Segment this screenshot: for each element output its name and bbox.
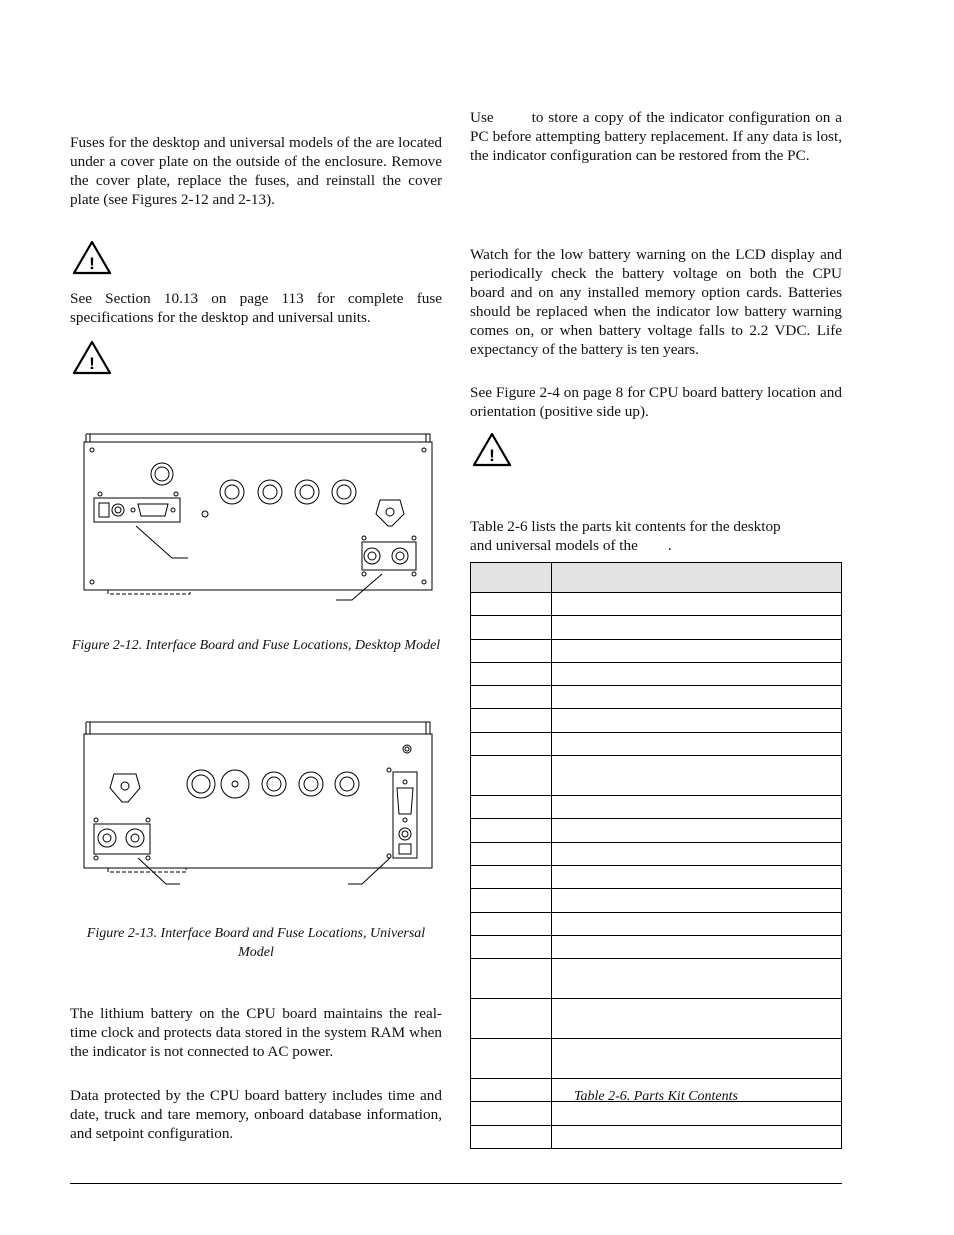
table-row [471, 865, 842, 888]
table-cell [471, 912, 552, 935]
table-cell [552, 912, 842, 935]
fuse-spec-paragraph: See Section 10.13 on page 113 for complete fuse specifications for the desktop and universal units. [70, 290, 442, 326]
table-row [471, 796, 842, 819]
table-cell [552, 842, 842, 865]
table-cell [471, 616, 552, 639]
table-cell [471, 686, 552, 709]
table-row [471, 959, 842, 999]
low-battery-paragraph: Watch for the low battery warning on the LCD display and periodically check the battery voltage on both the CPU board and on any installed memory option cards. Batteries should be replaced when the indicator low battery warning comes on, or when battery voltage falls to 2.2 VDC. Life expectancy of the battery is ten years. [470, 246, 842, 358]
warning-triangle-icon [472, 432, 512, 468]
table-row [471, 616, 842, 639]
table-row [471, 662, 842, 685]
table-row [471, 935, 842, 958]
table-row [471, 593, 842, 616]
table-row [471, 756, 842, 796]
table-cell [471, 709, 552, 732]
warning-triangle-icon [72, 340, 112, 376]
table-cell [471, 662, 552, 685]
table-cell [471, 935, 552, 958]
table-cell [552, 959, 842, 999]
table-cell [471, 819, 552, 842]
parts-kit-table [470, 562, 842, 1149]
table-row [471, 1039, 842, 1079]
table-cell [471, 959, 552, 999]
table-row [471, 732, 842, 755]
battery-paragraph: The lithium battery on the CPU board maintains the real-time clock and protects data stored in the system RAM when the indicator is not connected to AC power. [70, 1005, 442, 1060]
table-cell [552, 709, 842, 732]
table-cell [471, 1125, 552, 1148]
table-cell [552, 593, 842, 616]
table-row [471, 912, 842, 935]
table-cell [471, 865, 552, 888]
table-cell [552, 662, 842, 685]
footer-rule [70, 1183, 842, 1184]
figure-13-caption: Figure 2-13. Interface Board and Fuse Locations, Universal Model [86, 926, 426, 960]
table-cell [552, 732, 842, 755]
table-intro-line-2: and universal models of the . [470, 537, 672, 554]
table-cell [471, 1039, 552, 1079]
table-row [471, 639, 842, 662]
table-cell [552, 865, 842, 888]
table-cell [552, 686, 842, 709]
table-header-row [471, 563, 842, 593]
table-cell [552, 756, 842, 796]
battery-data-paragraph: Data protected by the CPU board battery includes time and date, truck and tare memory, onboard database information, and setpoint configuration. [70, 1087, 442, 1142]
figure-12-caption: Figure 2-12. Interface Board and Fuse Locations, Desktop Model [71, 638, 441, 653]
table-header-cell [471, 563, 552, 593]
svg-text:!: ! [489, 446, 495, 465]
table-header-cell [552, 563, 842, 593]
svg-text:!: ! [89, 254, 95, 273]
table-cell [552, 819, 842, 842]
universal-enclosure-drawing [80, 718, 436, 890]
desktop-enclosure-drawing [80, 430, 436, 610]
table-cell [471, 999, 552, 1039]
table-row [471, 709, 842, 732]
use-paragraph-rest: to store a copy of the indicator configuration on a PC before attempting battery replacement. If any data is lost, the indicator configuration can be restored from the PC. [470, 109, 842, 164]
table-cell [552, 999, 842, 1039]
use-word: Use [470, 109, 494, 126]
svg-text:!: ! [89, 354, 95, 373]
fuse-paragraph: Fuses for the desktop and universal models of the are located under a cover plate on the outside of the enclosure. Remove the cover plate, replace the fuses, and reinstall the cover plate (see Figures 2-12 and 2-13). [70, 134, 442, 208]
table-intro-line-1: Table 2-6 lists the parts kit contents for the desktop [470, 518, 781, 535]
table-cell [471, 796, 552, 819]
table-cell [552, 1039, 842, 1079]
table-row [471, 842, 842, 865]
table-intro-paragraph [470, 517, 842, 555]
table-row [471, 686, 842, 709]
table-cell [552, 1125, 842, 1148]
table-cell [471, 639, 552, 662]
table-row [471, 819, 842, 842]
table-cell [552, 616, 842, 639]
table-row [471, 1125, 842, 1148]
warning-triangle-icon [72, 240, 112, 276]
table-cell [471, 593, 552, 616]
table-cell [552, 889, 842, 912]
figure-ref-paragraph: See Figure 2-4 on page 8 for CPU board battery location and orientation (positive side up). [470, 384, 842, 420]
table-row [471, 999, 842, 1039]
table-cell [552, 935, 842, 958]
table-cell [552, 796, 842, 819]
table-cell [471, 842, 552, 865]
table-caption: Table 2-6. Parts Kit Contents [573, 1089, 738, 1104]
table-cell [552, 639, 842, 662]
use-paragraph [470, 108, 842, 165]
table-cell [471, 889, 552, 912]
table-cell [471, 756, 552, 796]
table-row [471, 889, 842, 912]
table-cell [471, 732, 552, 755]
